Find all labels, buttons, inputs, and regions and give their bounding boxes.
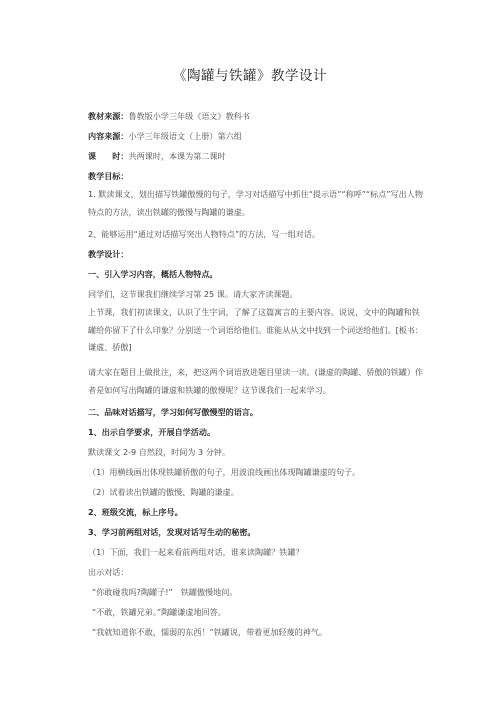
- goal-2: 2、能够运用“通过对话描写突出人物特点”的方法，写一组对话。: [88, 229, 321, 239]
- dialogue-line-3: “我就知道你不敢，懦弱的东西！”铁罐说，带着更加轻蔑的神气。: [92, 627, 328, 637]
- section-1-paragraph-1: 同学们，这节课我们继续学习第 25 课。请大家齐读课题。: [88, 289, 298, 299]
- section-1-paragraph-3: 请大家在题目上做批注，来，把这两个词语放进题目里读一读。(谦虚的陶罐、骄傲的铁罐）作者是如何写出陶罐的谦虚和铁罐的傲慢呢？这节课我们一起来学习。: [88, 367, 424, 395]
- section-2-heading: 二、品味对话描写，学习如何写傲慢型的语言。: [88, 407, 258, 417]
- subsection-1-paragraph-1: 默读课文 2-9 自然段，时间为 3 分钟。: [88, 447, 230, 457]
- goals-heading: 教学目标：: [88, 171, 129, 181]
- section-1-heading: 一、引入学习内容，概括人物特点。: [88, 269, 218, 279]
- source-line: [88, 111, 418, 121]
- subsection-3-paragraph-1: （1）下面，我们一起来看前两组对话，谁来读陶罐？铁罐？: [88, 547, 304, 557]
- design-heading: 教学设计：: [88, 249, 129, 259]
- section-1-paragraph-2: 上节课，我们初读课文，认识了生字词，了解了这篇寓言的主要内容。说说，文中的陶罐和铁罐给你留下了什么印象？分别送一个词语给他们。谁能从从文中找到一个词送给他们。[板书：谦虚、骄傲]: [88, 307, 424, 352]
- subsection-3-heading: 3、学习前两组对话，发现对话写生动的秘密。: [88, 527, 256, 537]
- source-label: 教材来源：: [88, 111, 129, 121]
- subsection-1-paragraph-3: （2）试着读出铁罐的傲慢、陶罐的谦虚。: [88, 487, 239, 497]
- dialogue-line-2: “不敢，铁罐兄弟。”陶罐谦虚地回答。: [92, 607, 226, 617]
- subsection-1-paragraph-2: （1）用横线画出体现铁罐骄傲的句子，用波浪线画出体现陶罐谦虚的句子。: [88, 467, 361, 477]
- hours-line: [88, 151, 418, 161]
- goal-1: 1. 默读课文，划出描写铁罐傲慢的句子，学习对话描写中抓住“提示语”“称呼”“标点”写出人物特点的方法，读出铁罐的傲慢与陶罐的谦虚。: [88, 189, 423, 217]
- hours-value: 共两课时，本课为第二课时: [128, 151, 226, 161]
- subsection-2-heading: 2、班级交流，标上序号。: [88, 507, 183, 517]
- subsection-1-heading: 1、出示自学要求，开展自学活动。: [88, 427, 216, 437]
- source-value: 鲁教版小学三年级《语文》教科书: [128, 111, 250, 121]
- content-value: 小学三年级语文（上册）第六组: [128, 131, 242, 141]
- content-line: [88, 131, 418, 141]
- content-label: 内容来源：: [88, 131, 129, 141]
- dialogue-line-1: “你敢碰我吗?陶罐子!” 铁罐傲慢地问。: [92, 587, 238, 597]
- subsection-3-paragraph-2: 出示对话：: [88, 567, 129, 577]
- document-title: 《陶罐与铁罐》教学设计: [173, 68, 327, 84]
- hours-label: 课 时：: [88, 151, 129, 161]
